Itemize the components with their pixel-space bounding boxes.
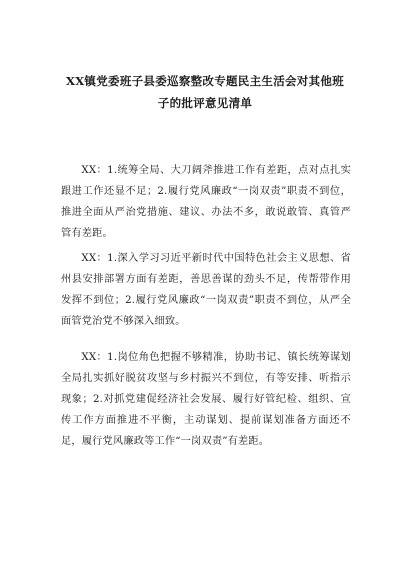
- criticism-paragraph-3: XX：1.岗位角色把握不够精准，协助书记、镇长统筹谋划全局扎实抓好脱贫攻坚与乡村振兴不到位，有等安排、听指示现象；2.对抓党建促经济社会发展、履行好管纪检、组织、宣传工作方面推进不平衡，主动谋划、提前谋划准备方面还不足，履行党风廉政等工作“一岗双责”有差距。: [61, 352, 351, 447]
- criticism-paragraph-1: XX：1.统筹全局、大刀阔斧推进工作有差距，点对点扎实跟进工作还显不足；2.履行党风廉政“一岗双责”职责不到位，推进全面从严治党措施、建议、办法不多，敢说敢管、真管严管有差距。: [61, 165, 351, 239]
- criticism-paragraph-2: XX：1.深入学习习近平新时代中国特色社会主义思想、省州县安排部署方面有差距，善思善谋的劲头不足，传帮带作用发挥不到位；2.履行党风廉政“一岗双责”职责不到位，从严全面管党治党不够深入细致。: [61, 253, 351, 327]
- document-title-line-2: 子的批评意见清单: [157, 96, 253, 110]
- document-title-line-1: XX镇党委班子县委巡察整改专题民主生活会对其他班: [65, 74, 345, 88]
